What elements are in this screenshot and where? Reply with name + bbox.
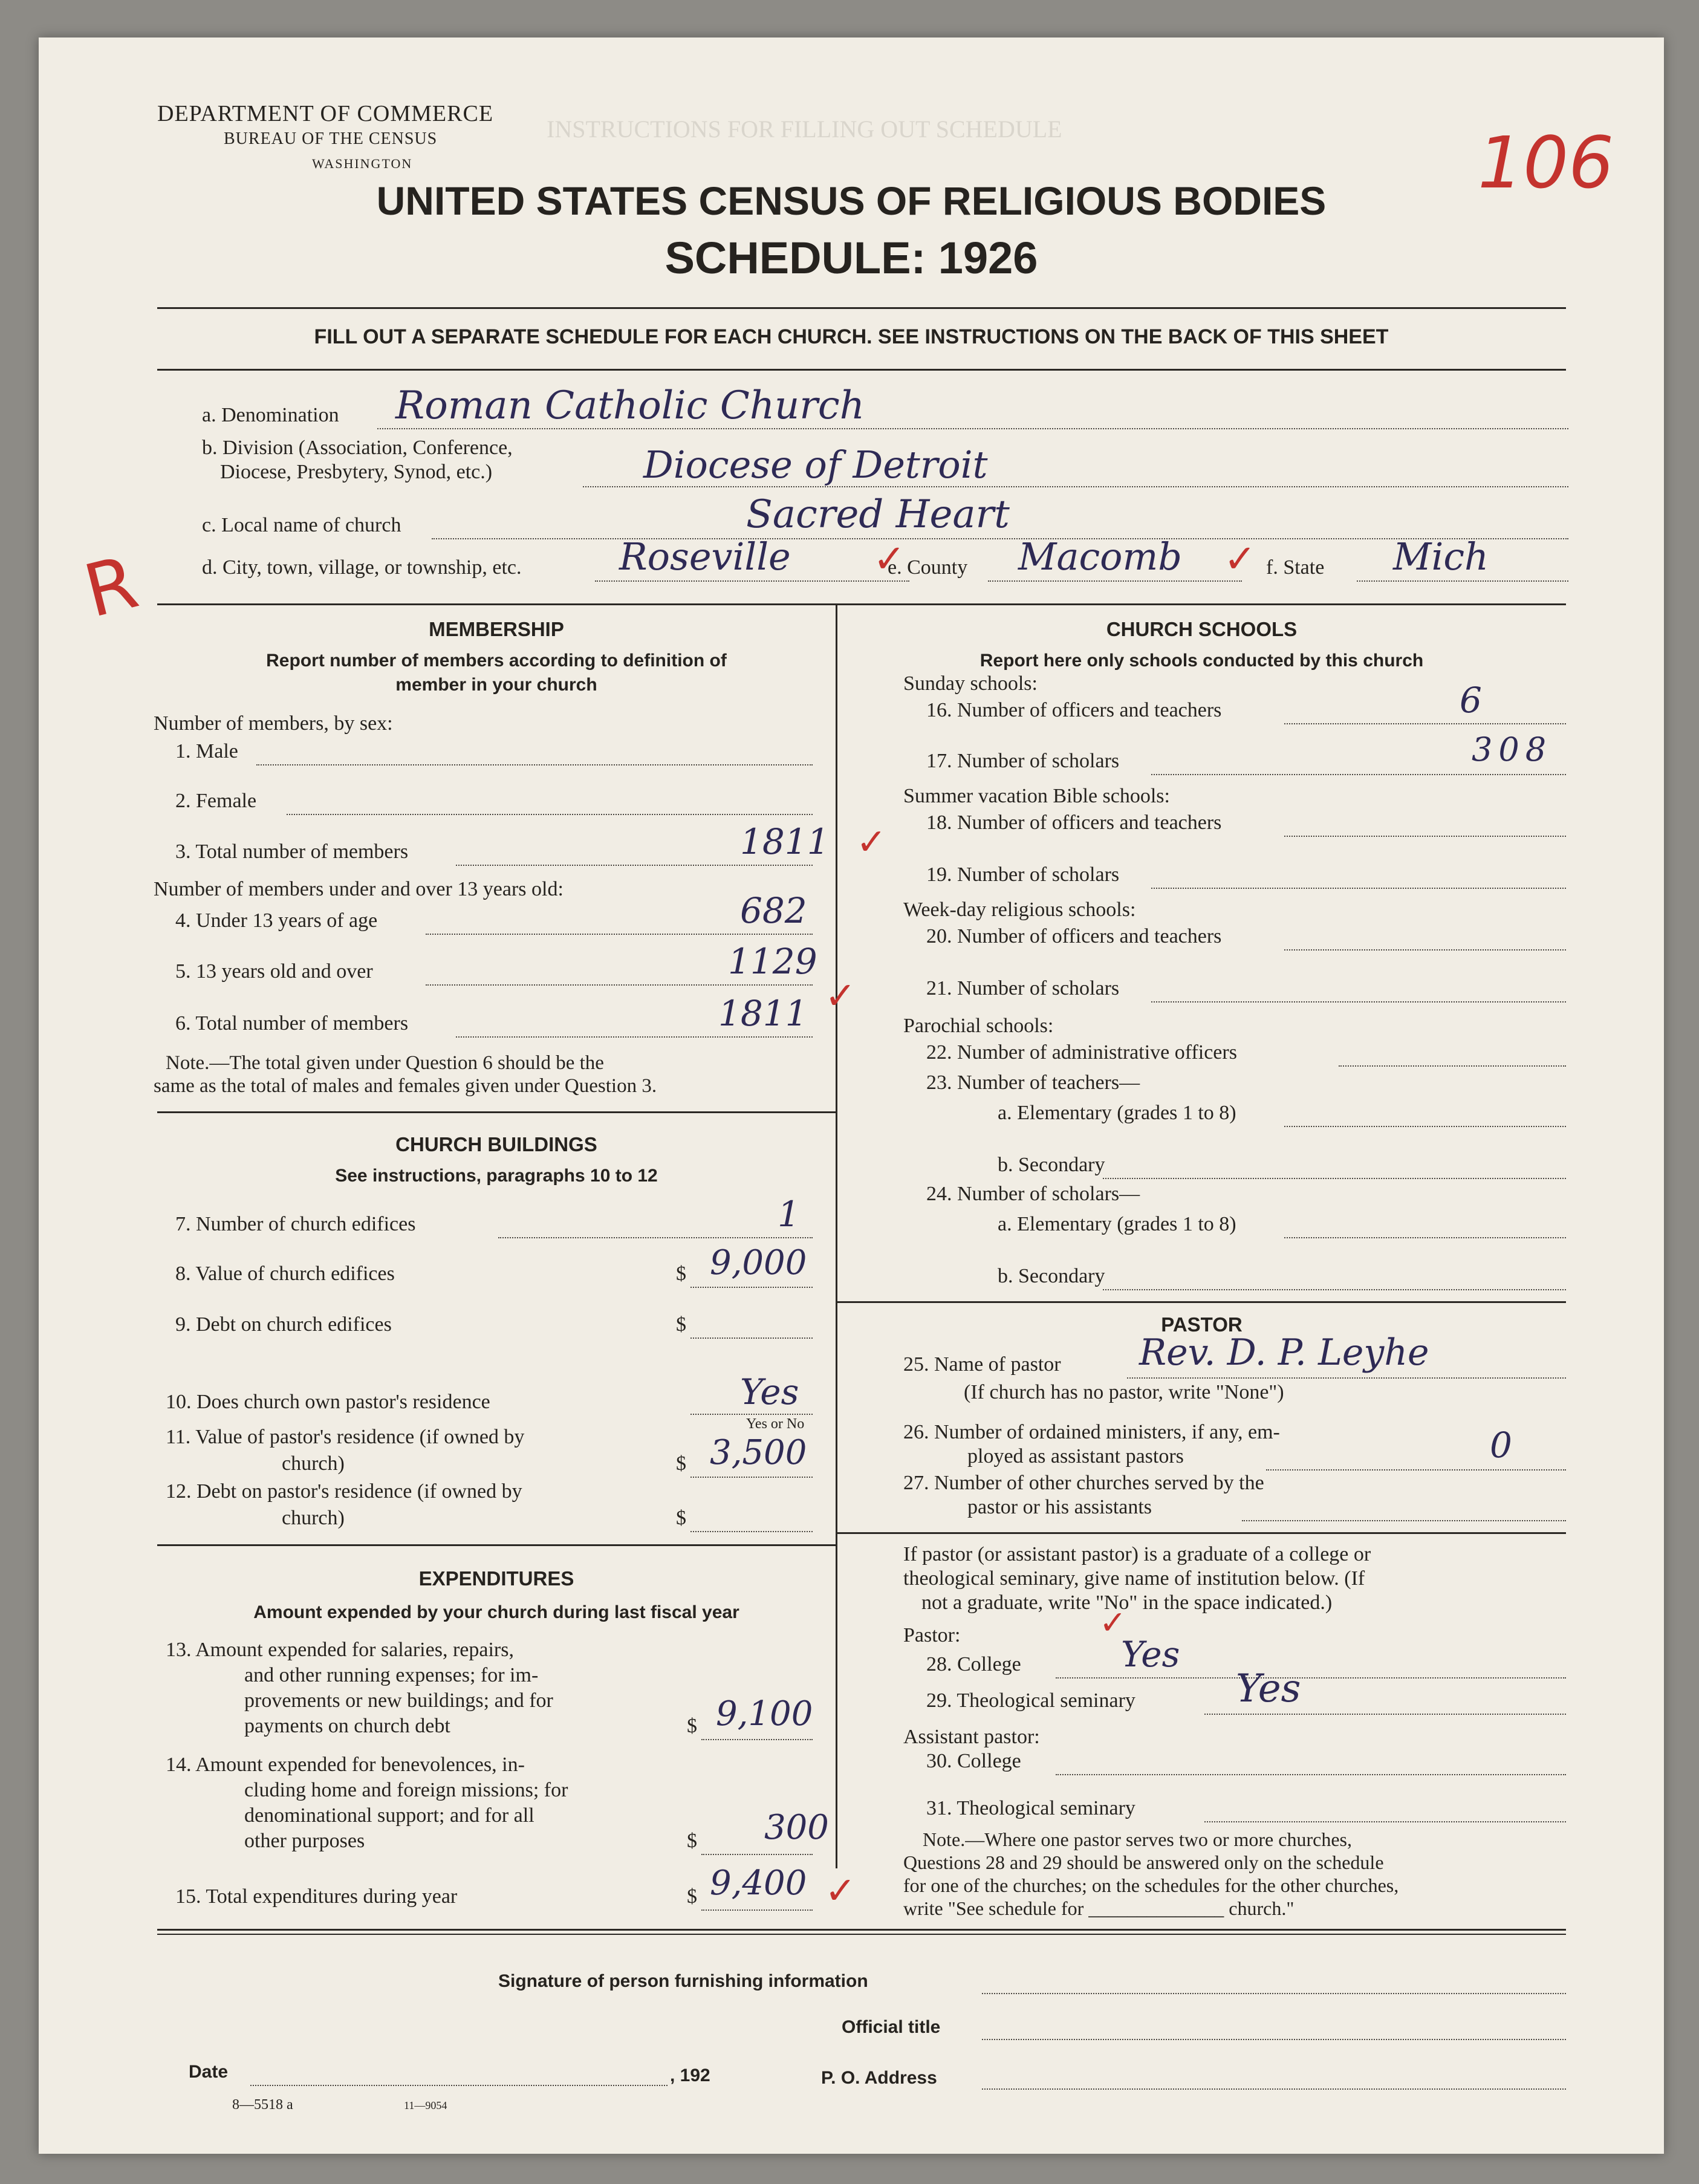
- q24-label: 24. Number of scholars—: [926, 1183, 1140, 1205]
- pastor-note-3: for one of the churches; on the schedules for the other churches,: [903, 1874, 1399, 1896]
- q1-label: 1. Male: [175, 740, 238, 762]
- q7-value[interactable]: 1: [778, 1194, 800, 1235]
- q18-line: [1284, 836, 1566, 837]
- census-form-sheet: [39, 37, 1664, 2154]
- q10-value[interactable]: Yes: [740, 1371, 799, 1412]
- division-label-2: Diocese, Presbytery, Synod, etc.): [220, 461, 493, 483]
- q8-dollar: $: [676, 1263, 686, 1285]
- schedule-year: SCHEDULE: 1926: [664, 233, 1038, 283]
- q13-label: 13. Amount expended for salaries, repairs,: [166, 1639, 514, 1661]
- q13-label-4: payments on church debt: [244, 1715, 450, 1737]
- q14-label-2: cluding home and foreign missions; for: [244, 1779, 568, 1801]
- q10-line: [690, 1414, 813, 1415]
- q3-label: 3. Total number of members: [175, 840, 409, 863]
- bureau-city: WASHINGTON: [312, 156, 413, 171]
- schools-rule: [837, 1301, 1566, 1303]
- denomination-value[interactable]: Roman Catholic Church: [395, 383, 865, 428]
- q3-line: [456, 865, 813, 866]
- q7-line: [498, 1237, 813, 1238]
- q16-value[interactable]: 6: [1460, 680, 1482, 721]
- q13-dollar: $: [687, 1715, 697, 1737]
- q2-label: 2. Female: [175, 790, 257, 812]
- division-value[interactable]: Diocese of Detroit: [643, 443, 988, 487]
- po-address-line[interactable]: [982, 2088, 1566, 2090]
- q23-label: 23. Number of teachers—: [926, 1071, 1140, 1094]
- q5-label: 5. 13 years old and over: [175, 960, 373, 983]
- q29-label: 29. Theological seminary: [926, 1689, 1135, 1712]
- q2-line: [287, 814, 813, 815]
- division-label: b. Division (Association, Conference,: [202, 437, 513, 459]
- membership-sub-1: Report number of members according to definition of: [266, 651, 727, 671]
- q13-line: [701, 1739, 813, 1740]
- q30-line: [1056, 1774, 1566, 1775]
- q21-line: [1151, 1001, 1566, 1003]
- q27-label-2: pastor or his assistants: [967, 1496, 1152, 1518]
- q14-value[interactable]: 300: [764, 1808, 829, 1847]
- q23b-label: b. Secondary: [998, 1154, 1105, 1176]
- q3-value[interactable]: 1811: [740, 821, 830, 862]
- pastor-note-1: Note.—Where one pastor serves two or more churches,: [923, 1828, 1352, 1850]
- q27-line: [1242, 1520, 1566, 1521]
- q20-label: 20. Number of officers and teachers: [926, 925, 1222, 947]
- pastor-check: ✓: [1099, 1604, 1127, 1642]
- q23a-label: a. Elementary (grades 1 to 8): [998, 1102, 1236, 1124]
- q15-label: 15. Total expenditures during year: [175, 1885, 458, 1908]
- q12-label-2: church): [282, 1507, 345, 1529]
- summer-schools-label: Summer vacation Bible schools:: [903, 785, 1170, 807]
- assistant-pastor-label: Assistant pastor:: [903, 1726, 1040, 1748]
- instruction-bar: FILL OUT A SEPARATE SCHEDULE FOR EACH CHURCH. SEE INSTRUCTIONS ON THE BACK OF THIS SHEET: [314, 325, 1389, 348]
- q12-label: 12. Debt on pastor's residence (if owned by: [166, 1480, 522, 1503]
- q11-line: [690, 1477, 813, 1478]
- print-number: 11—9054: [404, 2099, 447, 2111]
- grad-instruction-1: If pastor (or assistant pastor) is a graduate of a college or: [903, 1543, 1371, 1565]
- pastor-rule: [837, 1532, 1566, 1534]
- q6-value[interactable]: 1811: [718, 993, 808, 1034]
- q14-label-3: denominational support; and for all: [244, 1804, 534, 1827]
- identity-rule: [157, 603, 1566, 605]
- q15-value[interactable]: 9,400: [710, 1864, 807, 1903]
- q12-dollar: $: [676, 1507, 686, 1529]
- q11-label-2: church): [282, 1452, 345, 1475]
- city-value[interactable]: Roseville: [619, 535, 791, 579]
- q10-label: 10. Does church own pastor's residence: [166, 1391, 490, 1413]
- county-line: [988, 580, 1242, 582]
- year-label: , 192: [670, 2065, 710, 2085]
- q9-label: 9. Debt on church edifices: [175, 1313, 392, 1336]
- buildings-rule: [157, 1544, 836, 1546]
- pastor-grad-label: Pastor:: [903, 1624, 961, 1646]
- q10-hint: Yes or No: [746, 1416, 805, 1432]
- q4-label: 4. Under 13 years of age: [175, 909, 378, 932]
- footer-rule: [157, 1929, 1566, 1931]
- local-name-value[interactable]: Sacred Heart: [746, 492, 1010, 537]
- q9-line: [690, 1337, 813, 1339]
- q15-line: [701, 1909, 813, 1911]
- county-value[interactable]: Macomb: [1018, 535, 1182, 579]
- q20-line: [1284, 949, 1566, 951]
- membership-note-2: same as the total of males and females given under Question 3.: [154, 1075, 657, 1097]
- q28-line: [1056, 1677, 1566, 1679]
- q31-label: 31. Theological seminary: [926, 1797, 1135, 1819]
- q30-label: 30. College: [926, 1750, 1021, 1772]
- q9-dollar: $: [676, 1313, 686, 1336]
- form-title: UNITED STATES CENSUS OF RELIGIOUS BODIES: [376, 178, 1327, 223]
- q25-label: 25. Name of pastor: [903, 1353, 1061, 1376]
- q5-line: [426, 984, 813, 986]
- q8-line: [690, 1287, 813, 1288]
- q23b-line: [1103, 1178, 1566, 1179]
- membership-rule: [157, 1111, 836, 1113]
- q15-dollar: $: [687, 1885, 697, 1908]
- q8-value[interactable]: 9,000: [710, 1243, 807, 1282]
- pastor-heading: PASTOR: [1161, 1313, 1243, 1336]
- q17-line: [1151, 774, 1566, 775]
- state-value[interactable]: Mich: [1393, 535, 1489, 579]
- q16-line: [1284, 723, 1566, 724]
- po-address-label: P. O. Address: [821, 2068, 937, 2088]
- q28-label: 28. College: [926, 1653, 1021, 1675]
- grad-instruction-2: theological seminary, give name of institution below. (If: [903, 1567, 1365, 1590]
- column-divider: [836, 603, 837, 1868]
- bleed-through-heading: INSTRUCTIONS FOR FILLING OUT SCHEDULE: [547, 115, 1062, 143]
- q4-value[interactable]: 682: [740, 890, 807, 931]
- q21-label: 21. Number of scholars: [926, 977, 1120, 999]
- city-line: [595, 580, 909, 582]
- q25-line: [1127, 1377, 1566, 1379]
- q13-label-2: and other running expenses; for im-: [244, 1664, 539, 1686]
- dept-name: DEPARTMENT OF COMMERCE: [157, 101, 494, 126]
- q11-value[interactable]: 3,500: [710, 1433, 807, 1472]
- schools-heading: CHURCH SCHOOLS: [1106, 618, 1298, 640]
- q19-line: [1151, 888, 1566, 889]
- q1-line: [256, 764, 813, 765]
- membership-heading: MEMBERSHIP: [429, 618, 564, 640]
- signature-label: Signature of person furnishing information: [498, 1971, 868, 1991]
- grad-instruction-3: not a graduate, write "No" in the space indicated.): [921, 1591, 1333, 1614]
- q7-label: 7. Number of church edifices: [175, 1213, 416, 1235]
- q6-line: [456, 1036, 813, 1038]
- q26-label: 26. Number of ordained ministers, if any, em-: [903, 1421, 1280, 1443]
- members-by-sex-label: Number of members, by sex:: [154, 712, 393, 735]
- denomination-label: a. Denomination: [202, 404, 339, 426]
- q26-value[interactable]: 0: [1490, 1425, 1512, 1466]
- q23a-line: [1284, 1126, 1566, 1127]
- header-rule: [157, 307, 1566, 309]
- weekday-schools-label: Week-day religious schools:: [903, 899, 1136, 921]
- q4-line: [426, 934, 813, 935]
- denomination-line: [377, 428, 1568, 429]
- sunday-schools-label: Sunday schools:: [903, 672, 1038, 695]
- q14-label-4: other purposes: [244, 1830, 365, 1852]
- q24b-line: [1103, 1289, 1566, 1290]
- q8-label: 8. Value of church edifices: [175, 1263, 395, 1285]
- date-line[interactable]: [250, 2085, 668, 2086]
- parochial-schools-label: Parochial schools:: [903, 1015, 1054, 1037]
- state-label: f. State: [1266, 556, 1325, 579]
- q17-value[interactable]: 308: [1472, 730, 1553, 769]
- q29-line: [1204, 1714, 1566, 1715]
- expenditures-sub: Amount expended by your church during last fiscal year: [253, 1602, 739, 1622]
- q15-check: ✓: [825, 1868, 856, 1913]
- q18-label: 18. Number of officers and teachers: [926, 811, 1222, 834]
- state-line: [1357, 580, 1568, 582]
- schools-sub: Report here only schools conducted by this church: [979, 651, 1424, 671]
- q17-label: 17. Number of scholars: [926, 750, 1120, 772]
- age-heading: Number of members under and over 13 years old:: [154, 878, 564, 900]
- form-number: 8—5518 a: [232, 2097, 293, 2113]
- q22-line: [1339, 1065, 1566, 1067]
- membership-sub-2: member in your church: [395, 675, 597, 695]
- q5-value[interactable]: 1129: [728, 941, 817, 982]
- q25-value[interactable]: Rev. D. P. Leyhe: [1139, 1331, 1429, 1374]
- q24a-label: a. Elementary (grades 1 to 8): [998, 1213, 1236, 1235]
- date-label: Date: [189, 2062, 229, 2082]
- footer-rule-2: [157, 1934, 1566, 1935]
- q24a-line: [1284, 1237, 1566, 1238]
- bureau-name: BUREAU OF THE CENSUS: [224, 129, 438, 148]
- q6-check: ✓: [825, 973, 856, 1018]
- official-title-label: Official title: [842, 2017, 941, 2037]
- q14-line: [701, 1854, 813, 1855]
- q14-dollar: $: [687, 1830, 697, 1852]
- q11-dollar: $: [676, 1452, 686, 1475]
- q19-label: 19. Number of scholars: [926, 863, 1120, 886]
- q12-line: [690, 1531, 813, 1532]
- q22-label: 22. Number of administrative officers: [926, 1041, 1237, 1064]
- q6-label: 6. Total number of members: [175, 1012, 409, 1035]
- buildings-sub: See instructions, paragraphs 10 to 12: [335, 1166, 658, 1186]
- q13-value[interactable]: 9,100: [716, 1694, 813, 1734]
- q24b-label: b. Secondary: [998, 1265, 1105, 1287]
- county-label: e. County: [888, 556, 968, 579]
- q3-check: ✓: [856, 821, 887, 863]
- q29-value[interactable]: Yes: [1236, 1666, 1301, 1711]
- pastor-note-4: write "See schedule for ______________ church.": [903, 1897, 1295, 1919]
- q26-label-2: ployed as assistant pastors: [967, 1445, 1184, 1467]
- city-label: d. City, town, village, or township, etc.: [202, 556, 522, 579]
- expenditures-heading: EXPENDITURES: [418, 1567, 574, 1590]
- q11-label: 11. Value of pastor's residence (if owned by: [166, 1426, 525, 1448]
- q31-line: [1204, 1821, 1566, 1822]
- pastor-note-2: Questions 28 and 29 should be answered only on the schedule: [903, 1851, 1384, 1873]
- city-check: ✓: [873, 537, 906, 582]
- q16-label: 16. Number of officers and teachers: [926, 699, 1222, 721]
- q27-label: 27. Number of other churches served by the: [903, 1472, 1264, 1494]
- instruction-rule: [157, 369, 1566, 371]
- official-title-line[interactable]: [982, 2039, 1566, 2040]
- margin-r-mark: R: [76, 540, 146, 635]
- signature-line[interactable]: [982, 1993, 1566, 1994]
- q26-line: [1266, 1469, 1566, 1471]
- page-number-annotation: 106: [1478, 121, 1614, 204]
- buildings-heading: CHURCH BUILDINGS: [395, 1133, 597, 1155]
- q13-label-3: provements or new buildings; and for: [244, 1689, 553, 1712]
- local-name-label: c. Local name of church: [202, 514, 401, 536]
- q25-hint: (If church has no pastor, write "None"): [964, 1381, 1284, 1403]
- q28-value[interactable]: Yes: [1121, 1634, 1180, 1675]
- membership-note-1: Note.—The total given under Question 6 should be the: [166, 1052, 604, 1074]
- county-check: ✓: [1224, 537, 1256, 582]
- q14-label: 14. Amount expended for benevolences, in-: [166, 1753, 525, 1776]
